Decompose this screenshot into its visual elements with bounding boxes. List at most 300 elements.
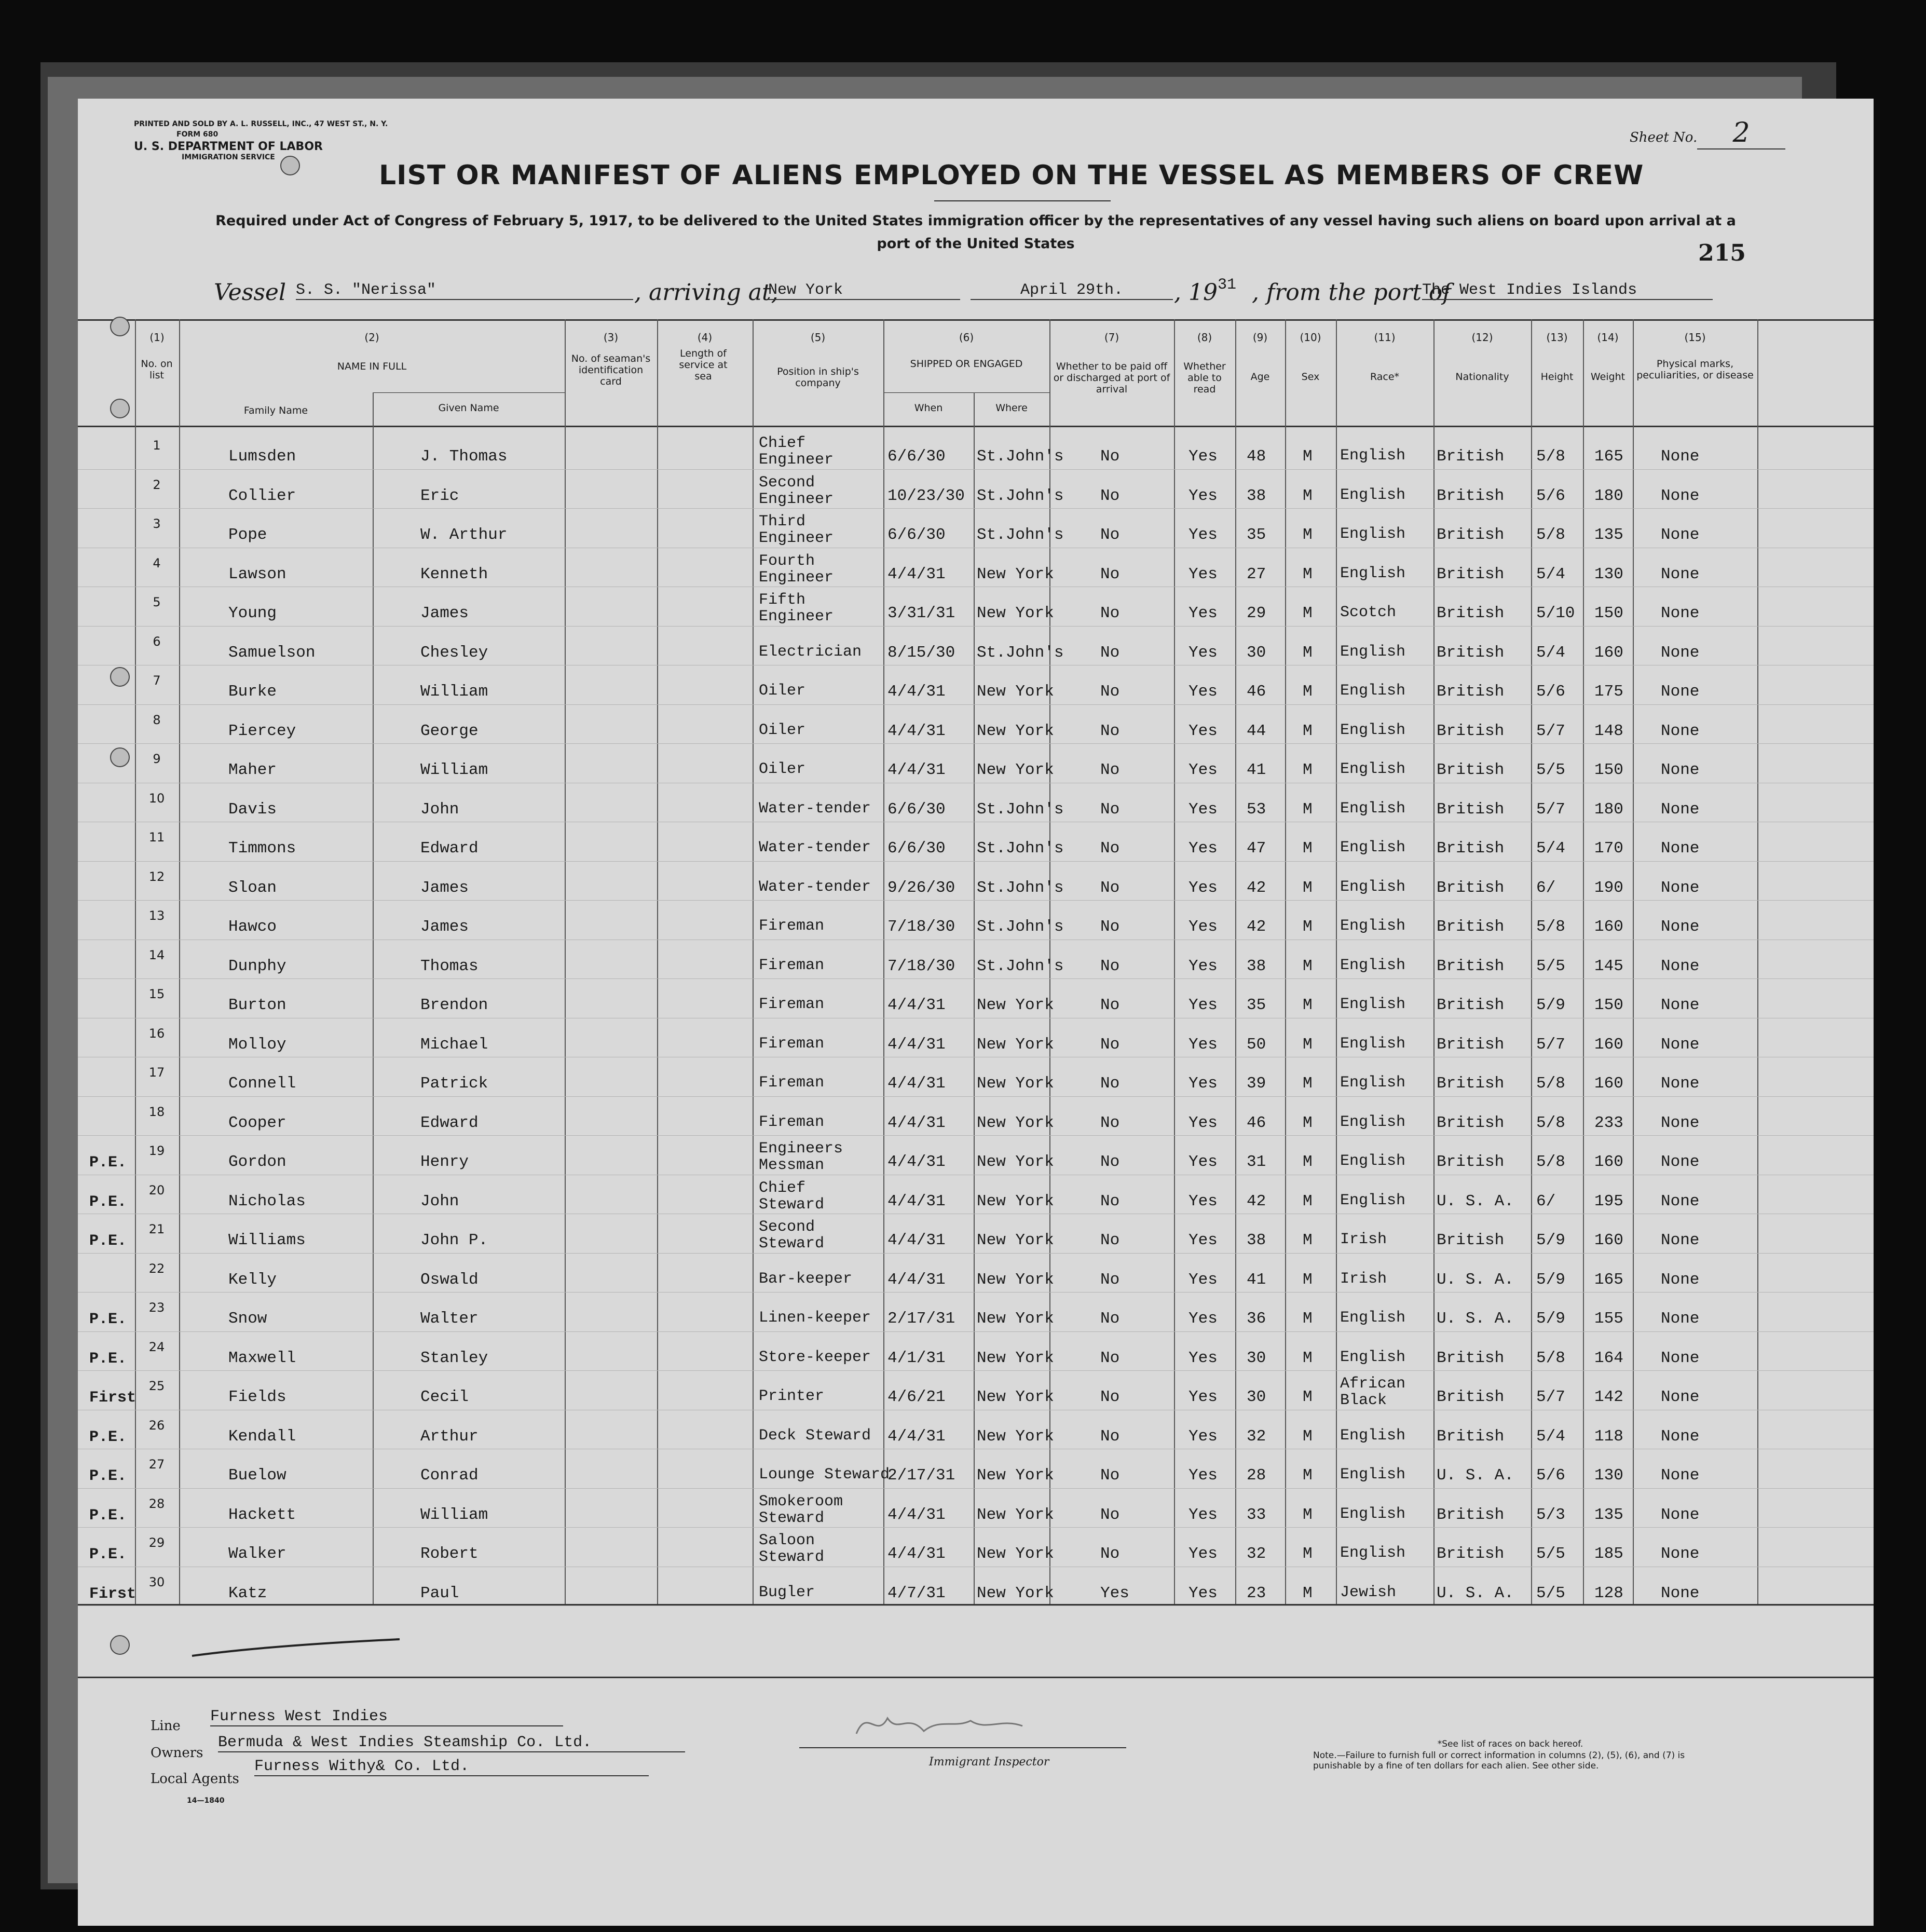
physical-marks: None [1661, 1427, 1700, 1446]
family-name: Pope [228, 526, 267, 544]
shipped-where: New York [977, 761, 1054, 779]
shipped-when: 2/17/31 [887, 1310, 955, 1328]
inspector-signature [846, 1703, 1054, 1744]
age: 44 [1247, 722, 1266, 740]
weight: 160 [1594, 1074, 1623, 1093]
ship-position: Saloon Steward [759, 1532, 825, 1566]
row-rule [78, 743, 1874, 744]
row-number: 9 [153, 752, 161, 766]
shipped-when: 4/4/31 [887, 1074, 946, 1093]
paid-off: No [1100, 486, 1120, 505]
race: English [1340, 1544, 1406, 1562]
physical-marks: None [1661, 761, 1700, 779]
binder-hole [280, 156, 300, 175]
name-header-rule [373, 392, 565, 393]
given-name: Oswald [420, 1270, 479, 1289]
sex: M [1303, 918, 1313, 936]
arrival-date: April 29th. [971, 281, 1173, 300]
nationality: British [1437, 1153, 1505, 1171]
form-code: 14—1840 [187, 1797, 225, 1805]
ship-position: Second Engineer [759, 473, 834, 508]
nationality: British [1437, 604, 1505, 622]
row-number: 29 [148, 1535, 165, 1550]
nationality: British [1437, 918, 1505, 936]
nationality: British [1437, 878, 1505, 897]
shipped-where: St.John's [977, 957, 1064, 975]
race: English [1340, 643, 1406, 661]
able-to-read: Yes [1189, 447, 1218, 466]
margin-note: P.E. [89, 1546, 127, 1563]
row-number: 18 [148, 1104, 165, 1119]
ship-position: Oiler [759, 721, 806, 739]
physical-marks: None [1661, 1192, 1700, 1210]
shipped-when: 4/4/31 [887, 722, 946, 740]
row-number: 30 [148, 1574, 165, 1589]
sex: M [1303, 604, 1313, 622]
nationality: U. S. A. [1437, 1584, 1514, 1602]
height: 5/7 [1536, 722, 1565, 740]
race: English [1340, 839, 1406, 856]
shipped-when: 6/6/30 [887, 839, 946, 858]
header-given-name: Given Name [438, 402, 499, 414]
arriving-label: , arriving at, [634, 279, 778, 306]
nationality: British [1437, 1035, 1505, 1054]
able-to-read: Yes [1189, 1427, 1218, 1446]
row-rule [78, 508, 1874, 509]
able-to-read: Yes [1189, 1584, 1218, 1602]
given-name: Henry [420, 1153, 469, 1171]
paid-off: No [1100, 1074, 1120, 1093]
sex: M [1303, 957, 1313, 975]
header-sex: Sex [1301, 371, 1320, 383]
nationality: British [1437, 839, 1505, 858]
weight: 170 [1594, 839, 1623, 858]
able-to-read: Yes [1189, 1113, 1218, 1132]
agents-value: Furness Withy& Co. Ltd. [254, 1758, 649, 1776]
margin-note: P.E. [89, 1467, 127, 1485]
race: English [1340, 1191, 1406, 1209]
height: 5/4 [1536, 1427, 1565, 1446]
shipped-when: 4/4/31 [887, 1113, 946, 1132]
given-name: Edward [420, 1113, 479, 1132]
row-rule [78, 1331, 1874, 1332]
race: Scotch [1340, 604, 1397, 621]
nationality: British [1437, 643, 1505, 662]
weight: 150 [1594, 604, 1623, 622]
ship-position: Lounge Steward [759, 1466, 890, 1484]
nationality: British [1437, 1231, 1505, 1249]
weight: 180 [1594, 800, 1623, 819]
able-to-read: Yes [1189, 1310, 1218, 1328]
able-to-read: Yes [1189, 1349, 1218, 1367]
row-number: 27 [148, 1457, 165, 1472]
nationality: British [1437, 683, 1505, 701]
height: 5/4 [1536, 643, 1565, 662]
vessel-label: Vessel [214, 279, 286, 306]
family-name: Maxwell [228, 1349, 296, 1367]
header-able-read: Whether able to read [1183, 361, 1226, 395]
nationality: British [1437, 1349, 1505, 1367]
weight: 135 [1594, 1505, 1623, 1524]
row-number: 14 [148, 947, 165, 962]
physical-marks: None [1661, 1584, 1700, 1602]
given-name: Eric [420, 486, 459, 505]
shipped-when: 4/4/31 [887, 683, 946, 701]
family-name: Molloy [228, 1035, 286, 1054]
nationality: British [1437, 1427, 1505, 1446]
shipped-where: New York [977, 1113, 1054, 1132]
form-number: FORM 680 [176, 130, 218, 139]
weight: 195 [1594, 1192, 1623, 1210]
family-name: Lawson [228, 565, 286, 583]
paid-off: No [1100, 643, 1120, 662]
weight: 130 [1594, 565, 1623, 583]
paid-off: Yes [1100, 1584, 1129, 1602]
inspector-rule [799, 1747, 1126, 1748]
race: English [1340, 996, 1406, 1013]
race: English [1340, 799, 1406, 818]
page-stamp: 215 [1698, 240, 1746, 266]
family-name: Hawco [228, 918, 277, 936]
family-name: Dunphy [228, 957, 286, 975]
race: English [1340, 447, 1406, 465]
ship-position: Electrician [759, 643, 862, 661]
binder-hole [110, 747, 130, 767]
paid-off: No [1100, 918, 1120, 936]
physical-marks: None [1661, 996, 1700, 1014]
race: English [1340, 486, 1406, 504]
height: 5/7 [1536, 800, 1565, 819]
weight: 233 [1594, 1113, 1623, 1132]
able-to-read: Yes [1189, 761, 1218, 779]
weight: 118 [1594, 1427, 1623, 1446]
physical-marks: None [1661, 722, 1700, 740]
sex: M [1303, 1035, 1313, 1054]
height: 5/9 [1536, 1231, 1565, 1249]
row-number: 26 [148, 1418, 165, 1433]
shipped-where: St.John's [977, 486, 1064, 505]
header-height: Height [1540, 371, 1574, 383]
ship-position: Fourth Engineer [759, 552, 834, 587]
nationality: U. S. A. [1437, 1310, 1514, 1328]
col-num: (4) [697, 331, 713, 344]
ship-position: Oiler [759, 682, 806, 700]
race: Irish [1340, 1231, 1387, 1248]
sex: M [1303, 761, 1313, 779]
height: 5/5 [1536, 761, 1565, 779]
weight: 150 [1594, 761, 1623, 779]
family-name: Kendall [228, 1427, 296, 1446]
height: 5/9 [1536, 996, 1565, 1014]
able-to-read: Yes [1189, 604, 1218, 622]
ship-position: Chief Engineer [759, 434, 834, 469]
sex: M [1303, 643, 1313, 662]
margin-note: First [89, 1389, 136, 1407]
table-header-bottom [78, 426, 1874, 427]
year-prefix: , 19 [1174, 279, 1218, 306]
given-name: J. Thomas [420, 447, 508, 466]
given-name: James [420, 918, 469, 936]
nationality: British [1437, 761, 1505, 779]
able-to-read: Yes [1189, 1388, 1218, 1406]
paid-off: No [1100, 1231, 1120, 1249]
paid-off: No [1100, 1113, 1120, 1132]
ship-position: Printer [759, 1387, 825, 1405]
nationality: British [1437, 565, 1505, 583]
age: 41 [1247, 761, 1266, 779]
manifest-page [78, 99, 1874, 1926]
weight: 160 [1594, 918, 1623, 936]
underline-flourish [187, 1630, 405, 1666]
header-name-in-full: NAME IN FULL [337, 361, 407, 372]
physical-marks: None [1661, 1270, 1700, 1289]
shipped-when: 4/4/31 [887, 1153, 946, 1171]
able-to-read: Yes [1189, 996, 1218, 1014]
col-divider [1336, 319, 1337, 1604]
race: English [1340, 1113, 1406, 1131]
family-name: Gordon [228, 1153, 286, 1171]
paid-off: No [1100, 526, 1120, 544]
row-number: 7 [153, 673, 161, 688]
family-name: Collier [228, 486, 296, 505]
row-rule [78, 1488, 1874, 1489]
able-to-read: Yes [1189, 1231, 1218, 1249]
nationality: British [1437, 722, 1505, 740]
col-num: (1) [149, 331, 165, 344]
ship-position: Third Engineer [759, 513, 834, 547]
header-family-name: Family Name [243, 405, 308, 416]
weight: 185 [1594, 1545, 1623, 1563]
height: 6/ [1536, 1192, 1556, 1210]
margin-note: First [89, 1585, 136, 1603]
sex: M [1303, 878, 1313, 897]
able-to-read: Yes [1189, 526, 1218, 544]
nationality: British [1437, 1505, 1505, 1524]
physical-marks: None [1661, 683, 1700, 701]
shipped-where: New York [977, 604, 1054, 622]
race-note: *See list of races on back hereof. [1437, 1739, 1583, 1749]
height: 5/6 [1536, 683, 1565, 701]
sex: M [1303, 1349, 1313, 1367]
age: 42 [1247, 878, 1266, 897]
shipped-when: 4/4/31 [887, 1427, 946, 1446]
shipped-where: St.John's [977, 800, 1064, 819]
header-length-service: Length of service at sea [679, 348, 728, 382]
shipped-when: 4/4/31 [887, 1192, 946, 1210]
row-rule [78, 861, 1874, 862]
given-name: William [420, 761, 488, 779]
sex: M [1303, 526, 1313, 544]
row-rule [78, 1096, 1874, 1097]
age: 30 [1247, 643, 1266, 662]
shipped-where: New York [977, 1427, 1054, 1446]
owners-value: Bermuda & West Indies Steamship Co. Ltd. [218, 1734, 685, 1752]
weight: 175 [1594, 683, 1623, 701]
family-name: Maher [228, 761, 277, 779]
able-to-read: Yes [1189, 918, 1218, 936]
family-name: Connell [228, 1074, 296, 1093]
height: 5/8 [1536, 1074, 1565, 1093]
page-title: LIST OR MANIFEST OF ALIENS EMPLOYED ON THE VESSEL AS MEMBERS OF CREW [379, 160, 1644, 191]
able-to-read: Yes [1189, 800, 1218, 819]
year-suffix: 31 [1218, 276, 1237, 294]
shipped-when: 4/4/31 [887, 996, 946, 1014]
margin-note: P.E. [89, 1506, 127, 1525]
sex: M [1303, 1427, 1313, 1446]
family-name: Sloan [228, 878, 277, 897]
col-divider [1433, 319, 1435, 1604]
col-divider [883, 319, 884, 1604]
nationality: British [1437, 800, 1505, 819]
nationality: British [1437, 1388, 1505, 1406]
ship-position: Smokeroom Steward [759, 1492, 843, 1527]
sex: M [1303, 565, 1313, 583]
paid-off: No [1100, 996, 1120, 1014]
weight: 165 [1594, 447, 1623, 466]
ship-position: Fireman [759, 917, 825, 935]
weight: 135 [1594, 526, 1623, 544]
col-divider [1757, 319, 1758, 1604]
penalty-note: Note.—Failure to furnish full or correct information in columns (2), (5), (6), and (7) is punishable by a fine of ten dollars for each alien. See other side. [1313, 1750, 1685, 1771]
row-number: 16 [148, 1026, 165, 1041]
sex: M [1303, 1466, 1313, 1485]
given-name: John [420, 1192, 459, 1210]
age: 38 [1247, 1231, 1266, 1249]
col-num: (5) [810, 331, 826, 344]
col-num: (15) [1684, 331, 1706, 344]
sex: M [1303, 839, 1313, 858]
col-num: (11) [1374, 331, 1396, 344]
shipped-header-rule [883, 392, 1049, 393]
shipped-where: New York [977, 565, 1054, 583]
row-number: 12 [148, 869, 165, 884]
shipped-when: 4/4/31 [887, 1270, 946, 1289]
row-rule [78, 1135, 1874, 1136]
col-divider [373, 392, 374, 1604]
age: 31 [1247, 1153, 1266, 1171]
weight: 150 [1594, 996, 1623, 1014]
physical-marks: None [1661, 643, 1700, 662]
sex: M [1303, 1153, 1313, 1171]
able-to-read: Yes [1189, 486, 1218, 505]
col-num: (14) [1597, 331, 1619, 344]
binder-hole [110, 399, 130, 418]
given-name: W. Arthur [420, 526, 508, 544]
sex: M [1303, 1310, 1313, 1328]
height: 5/5 [1536, 957, 1565, 975]
table-top-border [78, 319, 1874, 321]
owners-label: Owners [151, 1745, 203, 1761]
row-rule [78, 1527, 1874, 1528]
col-divider [565, 319, 566, 1604]
race: English [1340, 1152, 1406, 1170]
shipped-when: 4/7/31 [887, 1584, 946, 1602]
sex: M [1303, 1270, 1313, 1289]
age: 33 [1247, 1505, 1266, 1524]
family-name: Samuelson [228, 643, 316, 662]
ship-position: Fireman [759, 996, 825, 1013]
ship-position: Store-keeper [759, 1348, 871, 1366]
shipped-when: 10/23/30 [887, 486, 965, 505]
race: English [1340, 917, 1406, 935]
shipped-where: New York [977, 1153, 1054, 1171]
sex: M [1303, 800, 1313, 819]
family-name: Katz [228, 1584, 267, 1602]
weight: 155 [1594, 1310, 1623, 1328]
margin-note: P.E. [89, 1193, 127, 1211]
paid-off: No [1100, 761, 1120, 779]
race: English [1340, 1426, 1406, 1445]
physical-marks: None [1661, 526, 1700, 544]
row-rule [78, 1253, 1874, 1254]
col-num: (10) [1300, 331, 1321, 344]
able-to-read: Yes [1189, 1192, 1218, 1210]
shipped-when: 4/4/31 [887, 1035, 946, 1054]
ship-position: Fifth Engineer [759, 591, 834, 625]
physical-marks: None [1661, 878, 1700, 897]
shipped-when: 4/4/31 [887, 565, 946, 583]
margin-note: P.E. [89, 1311, 127, 1328]
paid-off: No [1100, 565, 1120, 583]
height: 5/10 [1536, 604, 1575, 622]
col-divider [1174, 319, 1175, 1604]
height: 5/5 [1536, 1545, 1565, 1563]
ship-position: Deck Steward [759, 1426, 871, 1445]
paid-off: No [1100, 683, 1120, 701]
ship-position: Fireman [759, 1074, 825, 1092]
paid-off: No [1100, 447, 1120, 466]
col-divider [1633, 319, 1634, 1604]
family-name: Buelow [228, 1466, 286, 1485]
ship-position: Water-tender [759, 878, 871, 896]
shipped-where: St.John's [977, 839, 1064, 858]
weight: 148 [1594, 722, 1623, 740]
age: 42 [1247, 918, 1266, 936]
row-number: 17 [148, 1065, 165, 1080]
row-number: 5 [153, 595, 161, 609]
age: 42 [1247, 1192, 1266, 1210]
from-label: , from the port of [1252, 279, 1451, 306]
paid-off: No [1100, 1505, 1120, 1524]
weight: 128 [1594, 1584, 1623, 1602]
nationality: British [1437, 447, 1505, 466]
given-name: Kenneth [420, 565, 488, 583]
department: U. S. DEPARTMENT OF LABOR [134, 140, 323, 153]
nationality: British [1437, 526, 1505, 544]
nationality: British [1437, 486, 1505, 505]
shipped-when: 4/4/31 [887, 1545, 946, 1563]
col-num: (7) [1104, 331, 1119, 344]
col-num: (3) [603, 331, 619, 344]
row-rule [78, 626, 1874, 627]
row-number: 6 [153, 634, 161, 649]
physical-marks: None [1661, 565, 1700, 583]
family-name: Kelly [228, 1270, 277, 1289]
row-number: 20 [148, 1182, 165, 1198]
age: 46 [1247, 1113, 1266, 1132]
row-rule [78, 978, 1874, 979]
paid-off: No [1100, 1192, 1120, 1210]
height: 5/4 [1536, 565, 1565, 583]
ship-position: Bar-keeper [759, 1270, 853, 1288]
physical-marks: None [1661, 447, 1700, 466]
age: 38 [1247, 486, 1266, 505]
age: 30 [1247, 1388, 1266, 1406]
col-divider [1285, 319, 1286, 1604]
ship-position: Bugler [759, 1583, 815, 1601]
race: English [1340, 564, 1406, 582]
shipped-when: 4/4/31 [887, 1231, 946, 1249]
